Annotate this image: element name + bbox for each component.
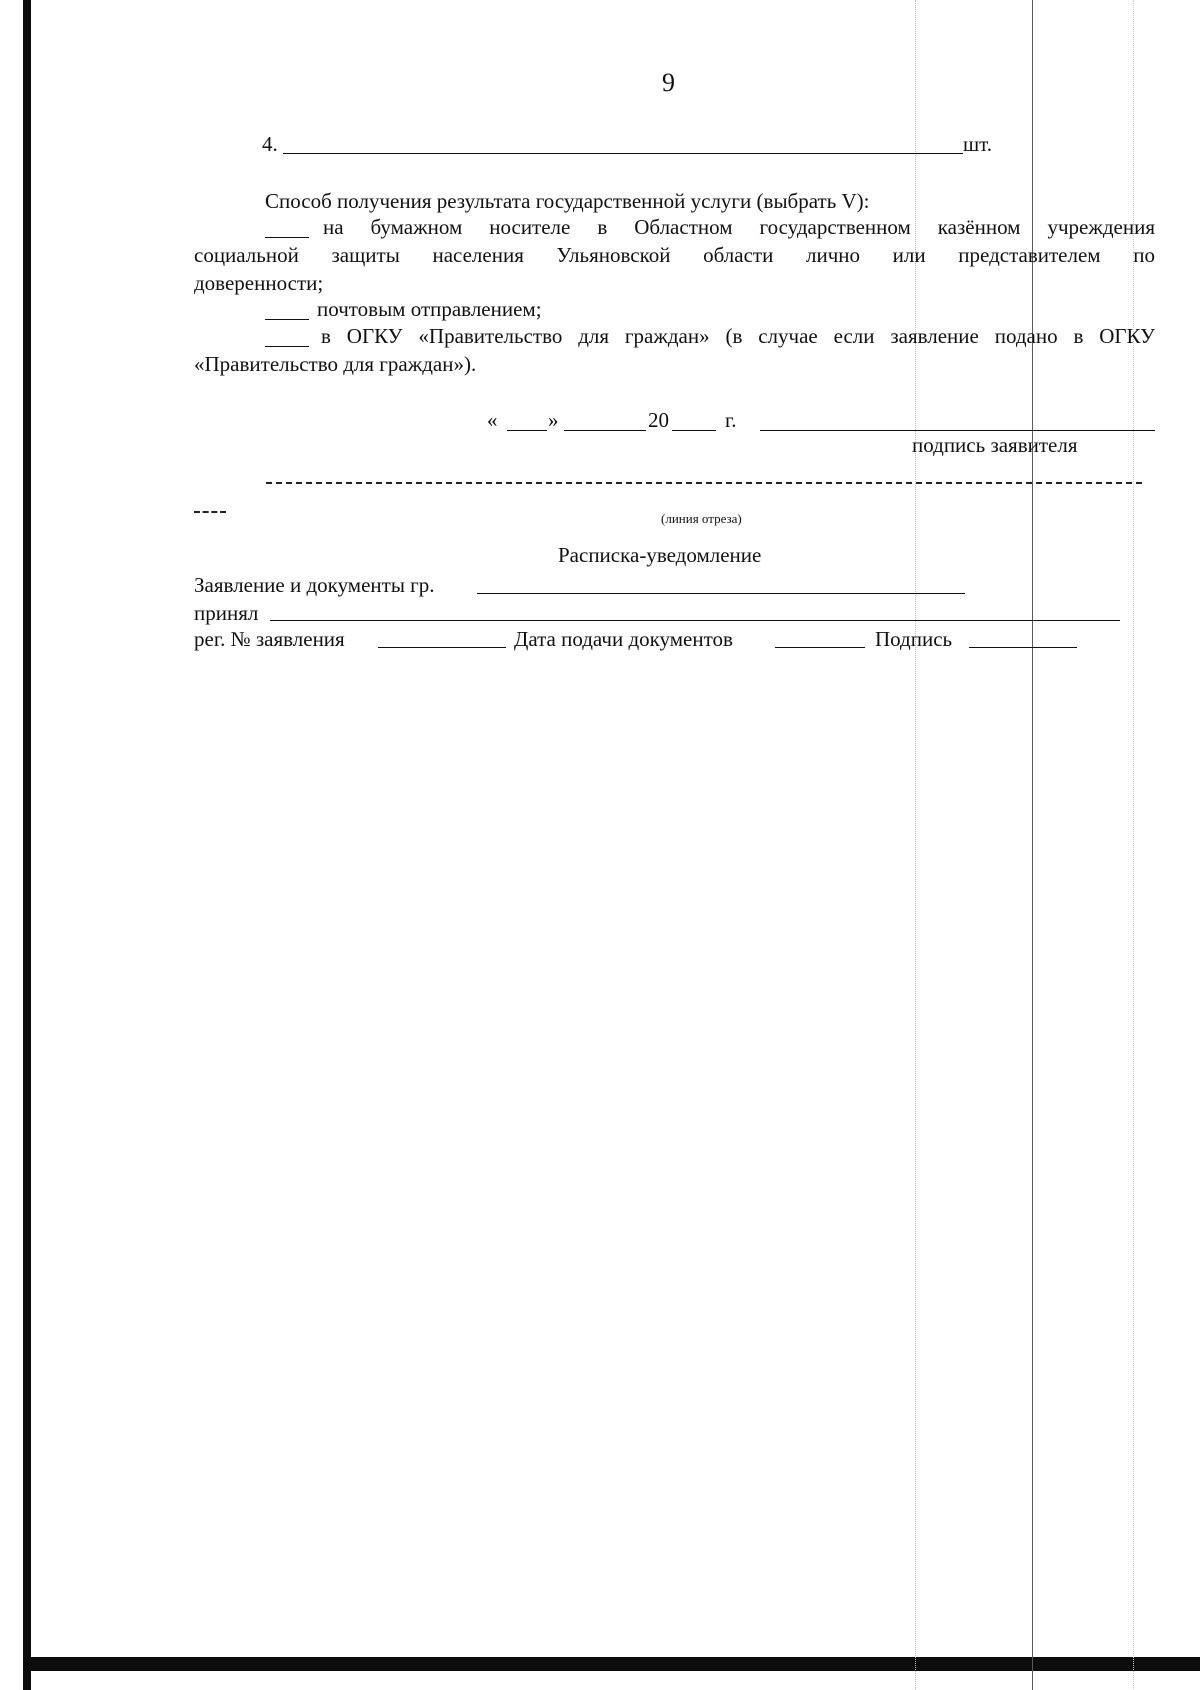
receipt-accepted-label: принял (194, 601, 259, 625)
submission-date-blank[interactable] (775, 647, 865, 648)
option1-line1: на бумажном носителе в Областном государственном казённом учреждения (323, 215, 1155, 239)
date-year-blank[interactable] (672, 430, 716, 431)
reg-number-blank[interactable] (378, 647, 506, 648)
option3-line1: в ОГКУ «Правительство для граждан» (в случае если заявление подано в ОГКУ (321, 324, 1155, 348)
submission-date-label: Дата подачи документов (514, 627, 733, 651)
date-year-suffix: г. (725, 408, 737, 432)
scan-edge-bottom (23, 1657, 1200, 1671)
option2-checkbox-blank[interactable] (265, 319, 309, 320)
date-close-quote: » (548, 408, 559, 432)
option3-checkbox-blank[interactable] (265, 346, 309, 347)
option1-line2: социальной защиты населения Ульяновской области лично или представителем по (194, 243, 1155, 267)
item4-blank[interactable] (283, 153, 963, 154)
applicant-name-blank[interactable] (477, 593, 965, 594)
accepted-by-blank[interactable] (270, 620, 1120, 621)
option1-line3: доверенности; (194, 271, 324, 295)
date-year-prefix: 20 (648, 408, 669, 432)
unit-label: шт. (963, 132, 993, 156)
date-open-quote: « (487, 408, 498, 432)
option2-label: почтовым отправлением; (317, 297, 542, 321)
cut-line-continuation (194, 511, 226, 513)
page-number: 9 (662, 68, 675, 97)
cut-line (266, 482, 1142, 484)
receipt-signature-label: Подпись (875, 627, 953, 651)
date-month-blank[interactable] (564, 430, 646, 431)
option1-checkbox-blank[interactable] (265, 237, 309, 238)
receipt-title: Расписка-уведомление (558, 543, 762, 567)
cut-line-label: (линия отреза) (661, 511, 742, 526)
date-day-blank[interactable] (507, 430, 547, 431)
method-heading: Способ получения результата государственной услуги (выбрать V): (265, 189, 870, 213)
receipt-applicant-label: Заявление и документы гр. (194, 573, 435, 597)
receipt-signature-blank[interactable] (969, 647, 1077, 648)
scan-edge-left (23, 0, 31, 1690)
signature-caption: подпись заявителя (912, 433, 1078, 457)
item-number: 4. (262, 132, 278, 156)
reg-number-label: рег. № заявления (194, 627, 345, 651)
option3-line2: «Правительство для граждан»). (194, 352, 477, 376)
